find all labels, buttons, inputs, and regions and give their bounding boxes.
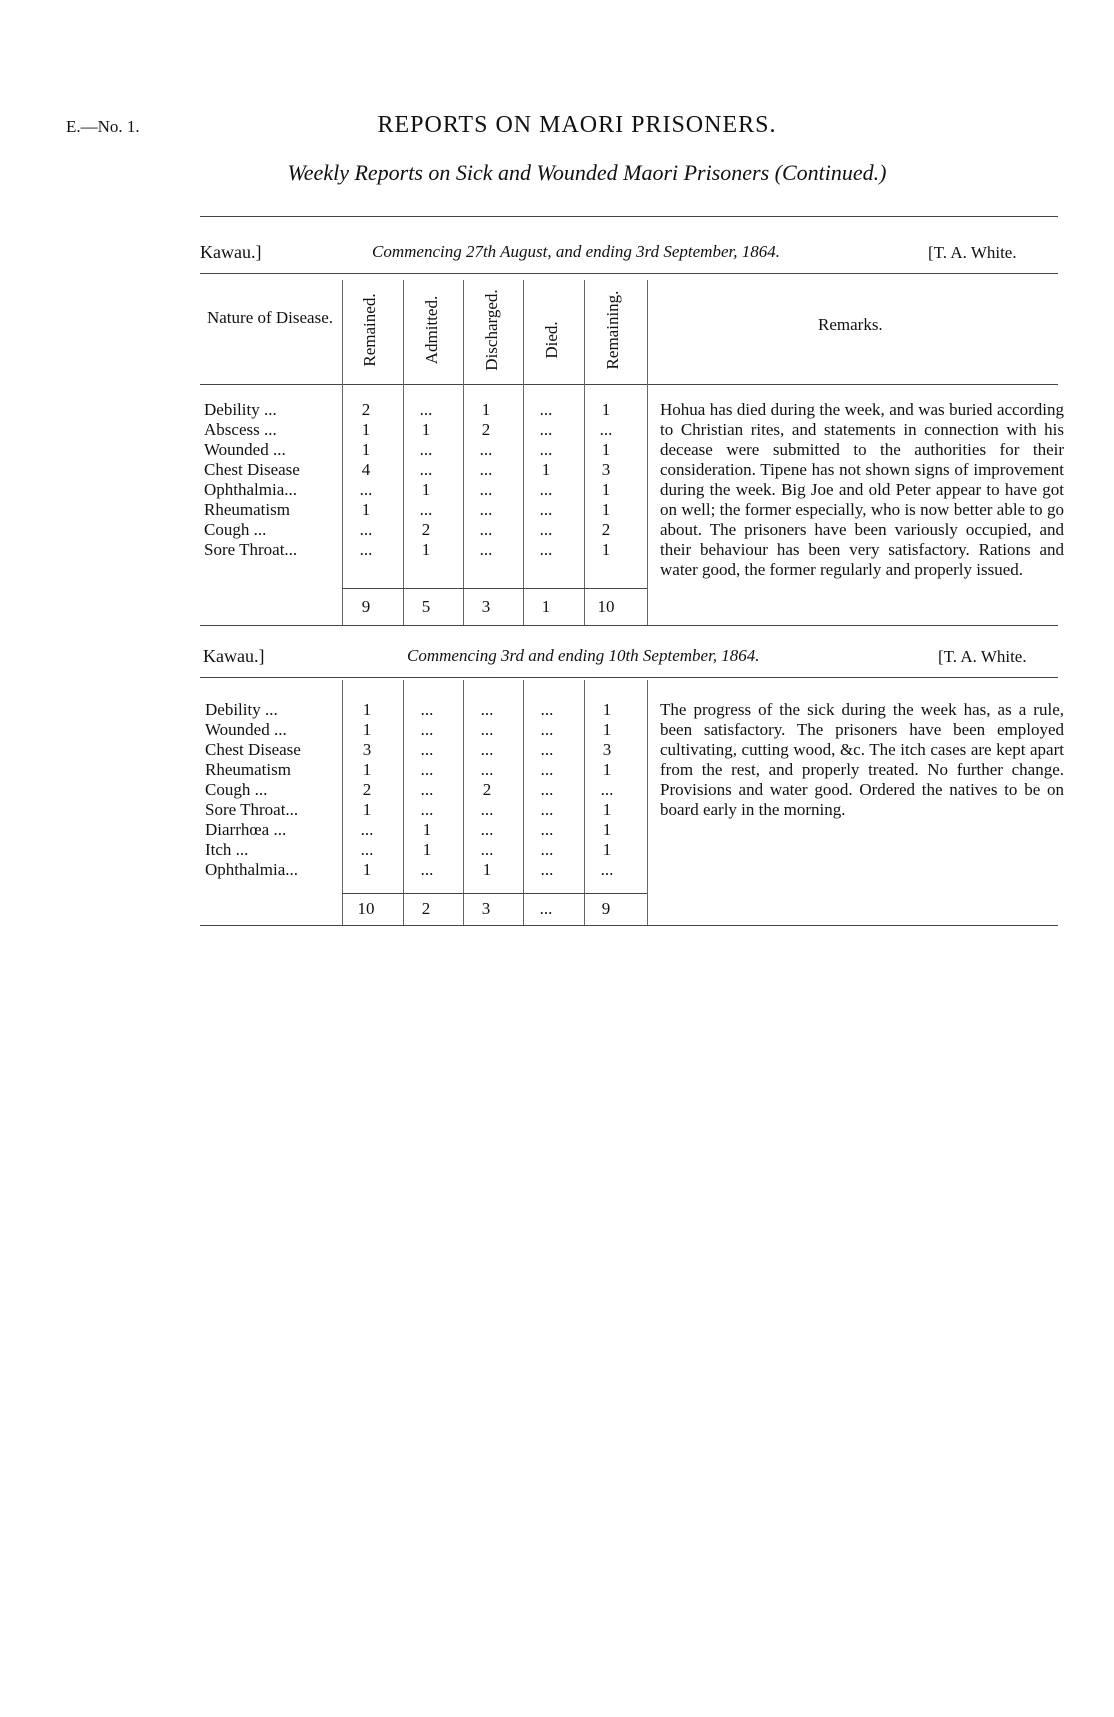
- table-row: [204, 420, 636, 440]
- remained-value: 1: [361, 440, 371, 459]
- disease-name: Itch ...: [205, 840, 249, 859]
- disease-name: Ophthalmia...: [205, 860, 299, 879]
- died-value: ...: [539, 440, 553, 459]
- disease-name: Wounded ...: [204, 440, 286, 459]
- totals-rule: [342, 893, 647, 894]
- admitted-value: 1: [422, 820, 432, 839]
- total-discharged: 3: [481, 597, 491, 616]
- admitted-value: ...: [420, 760, 434, 779]
- divider: [200, 677, 1058, 678]
- admitted-value: 1: [421, 540, 431, 559]
- died-value: ...: [540, 800, 554, 819]
- table-row: [205, 720, 637, 740]
- table-row: [204, 440, 636, 460]
- discharged-value: ...: [479, 540, 493, 559]
- remained-value: 2: [361, 400, 371, 419]
- died-value: ...: [540, 820, 554, 839]
- remaining-value: 1: [602, 700, 612, 719]
- table-row: [205, 700, 637, 720]
- divider: [200, 273, 1058, 274]
- report-1-totals: [336, 597, 636, 617]
- remaining-value: 1: [601, 500, 611, 519]
- admitted-value: ...: [419, 460, 433, 479]
- remained-value: 1: [362, 760, 372, 779]
- disease-name: Chest Disease: [205, 740, 301, 759]
- remained-value: 1: [362, 860, 372, 879]
- discharged-value: 1: [481, 400, 491, 419]
- remaining-value: 1: [602, 820, 612, 839]
- total-remained: 9: [361, 597, 371, 616]
- died-value: ...: [539, 400, 553, 419]
- table-row: [204, 500, 636, 520]
- admitted-value: ...: [420, 800, 434, 819]
- column-rule: [647, 280, 648, 625]
- remaining-value: 1: [602, 720, 612, 739]
- admitted-value: ...: [420, 720, 434, 739]
- died-value: ...: [539, 420, 553, 439]
- remained-value: 1: [362, 720, 372, 739]
- divider: [200, 925, 1058, 926]
- totals-row: [336, 597, 636, 617]
- report-2-table: [205, 700, 637, 880]
- total-remaining: 9: [601, 899, 611, 918]
- total-admitted: 2: [421, 899, 431, 918]
- died-value: ...: [539, 520, 553, 539]
- page-id: E.—No. 1.: [66, 117, 140, 136]
- total-remained: 10: [357, 899, 375, 918]
- report-1-period: Commencing 27th August, and ending 3rd September, 1864.: [372, 242, 780, 261]
- died-value: ...: [540, 860, 554, 879]
- discharged-value: 2: [481, 420, 491, 439]
- table-row: [205, 860, 637, 880]
- remained-value: ...: [359, 480, 373, 499]
- remaining-value: 3: [602, 740, 612, 759]
- remained-value: ...: [359, 520, 373, 539]
- disease-name: Chest Disease: [204, 460, 300, 479]
- remaining-value: 2: [601, 520, 611, 539]
- disease-name: Sore Throat...: [205, 800, 299, 819]
- discharged-value: ...: [480, 720, 494, 739]
- admitted-value: 1: [421, 420, 431, 439]
- died-value: ...: [540, 740, 554, 759]
- remained-value: 1: [361, 500, 371, 519]
- page-subtitle: Weekly Reports on Sick and Wounded Maori Prisoners (Continued.): [287, 160, 887, 185]
- disease-name: Rheumatism: [205, 760, 291, 779]
- admitted-value: 1: [421, 480, 431, 499]
- remained-value: 4: [361, 460, 371, 479]
- report-2-remarks: The progress of the sick during the week has, as a rule, been satisfactory. The prisoners have been employed cultivating, cutting wood, &c. The itch cases are kept apart from the rest, and properly treated. No further change. Provisions and water good. Ordered the natives to be on board early in the morning.: [660, 700, 1064, 819]
- remained-value: ...: [359, 540, 373, 559]
- died-value: ...: [540, 760, 554, 779]
- admitted-value: ...: [419, 440, 433, 459]
- disease-name: Abscess ...: [204, 420, 277, 439]
- table-row: [204, 520, 636, 540]
- remained-value: 3: [362, 740, 372, 759]
- table-row: [204, 460, 636, 480]
- died-value: 1: [541, 460, 551, 479]
- total-admitted: 5: [421, 597, 431, 616]
- discharged-value: ...: [480, 760, 494, 779]
- table-row: [204, 480, 636, 500]
- report-2-rows: [205, 700, 637, 880]
- table-row: [204, 540, 636, 560]
- header-nature-of-disease: Nature of Disease.: [206, 308, 334, 327]
- divider: [200, 216, 1058, 217]
- table-row: [205, 800, 637, 820]
- died-value: ...: [540, 720, 554, 739]
- remaining-value: 1: [601, 540, 611, 559]
- remaining-value: 1: [602, 800, 612, 819]
- admitted-value: 2: [421, 520, 431, 539]
- header-died: Died.: [542, 321, 561, 359]
- table-row: [205, 840, 637, 860]
- remaining-value: ...: [599, 420, 613, 439]
- table-row: [205, 780, 637, 800]
- report-1-officer: [T. A. White.: [928, 243, 1017, 262]
- report-1-remarks: Hohua has died during the week, and was buried according to Christian rites, and statements in connection with his decease were submitted to the authorities for their consideration. Tipene has not shown signs of improvement during the week. Big Joe and old Peter appear to have got on well; the former especially, who is now better able to go about. The prisoners have been variously occupied, and their behaviour has been very satisfactory. Rations and water good, the former regularly and properly issued.: [660, 400, 1064, 579]
- remaining-value: 1: [602, 760, 612, 779]
- discharged-value: ...: [480, 700, 494, 719]
- total-remaining: 10: [597, 597, 615, 616]
- remaining-value: 1: [601, 400, 611, 419]
- remaining-value: 1: [602, 840, 612, 859]
- remained-value: 2: [362, 780, 372, 799]
- admitted-value: ...: [419, 400, 433, 419]
- remaining-value: ...: [600, 860, 614, 879]
- page-title: REPORTS ON MAORI PRISONERS.: [377, 112, 777, 138]
- disease-name: Wounded ...: [205, 720, 287, 739]
- header-remarks: Remarks.: [818, 315, 883, 334]
- divider: [200, 625, 1058, 626]
- died-value: ...: [539, 500, 553, 519]
- total-discharged: 3: [481, 899, 491, 918]
- table-row: [205, 760, 637, 780]
- report-2-officer: [T. A. White.: [938, 647, 1027, 666]
- disease-name: Debility ...: [204, 400, 277, 419]
- header-admitted: Admitted.: [422, 295, 441, 365]
- admitted-value: 1: [422, 840, 432, 859]
- discharged-value: ...: [479, 460, 493, 479]
- disease-name: Ophthalmia...: [204, 480, 298, 499]
- discharged-value: ...: [479, 480, 493, 499]
- admitted-value: ...: [419, 500, 433, 519]
- remaining-value: 1: [601, 440, 611, 459]
- admitted-value: ...: [420, 780, 434, 799]
- totals-rule: [342, 588, 647, 589]
- disease-name: Cough ...: [205, 780, 268, 799]
- died-value: ...: [540, 780, 554, 799]
- disease-name: Debility ...: [205, 700, 278, 719]
- table-row: [204, 400, 636, 420]
- report-2-totals: [336, 899, 636, 919]
- remained-value: ...: [360, 840, 374, 859]
- disease-name: Rheumatism: [204, 500, 290, 519]
- report-2-location: Kawau.]: [203, 646, 265, 666]
- report-1-rows: [204, 400, 636, 560]
- report-1-location: Kawau.]: [200, 242, 262, 262]
- table-row: [205, 820, 637, 840]
- admitted-value: ...: [420, 700, 434, 719]
- header-remaining: Remaining.: [603, 290, 622, 370]
- discharged-value: ...: [480, 800, 494, 819]
- admitted-value: ...: [420, 860, 434, 879]
- column-rule: [647, 680, 648, 925]
- header-discharged: Discharged.: [482, 289, 501, 371]
- header-remained: Remained.: [360, 293, 379, 367]
- table-row: [205, 740, 637, 760]
- remaining-value: 1: [601, 480, 611, 499]
- died-value: ...: [540, 700, 554, 719]
- died-value: ...: [539, 480, 553, 499]
- totals-row: [336, 899, 636, 919]
- discharged-value: ...: [480, 740, 494, 759]
- disease-name: Diarrhœa ...: [205, 820, 287, 839]
- discharged-value: ...: [479, 440, 493, 459]
- divider: [200, 384, 1058, 385]
- admitted-value: ...: [420, 740, 434, 759]
- died-value: ...: [539, 540, 553, 559]
- disease-name: Cough ...: [204, 520, 267, 539]
- total-died: ...: [539, 899, 553, 918]
- discharged-value: ...: [479, 500, 493, 519]
- remained-value: 1: [361, 420, 371, 439]
- total-died: 1: [541, 597, 551, 616]
- disease-name: Sore Throat...: [204, 540, 298, 559]
- remaining-value: 3: [601, 460, 611, 479]
- remained-value: 1: [362, 700, 372, 719]
- died-value: ...: [540, 840, 554, 859]
- discharged-value: 1: [482, 860, 492, 879]
- report-2-period: Commencing 3rd and ending 10th September, 1864.: [407, 646, 760, 665]
- discharged-value: 2: [482, 780, 492, 799]
- discharged-value: ...: [479, 520, 493, 539]
- discharged-value: ...: [480, 820, 494, 839]
- discharged-value: ...: [480, 840, 494, 859]
- remained-value: 1: [362, 800, 372, 819]
- report-1-table: [204, 400, 636, 560]
- remained-value: ...: [360, 820, 374, 839]
- remaining-value: ...: [600, 780, 614, 799]
